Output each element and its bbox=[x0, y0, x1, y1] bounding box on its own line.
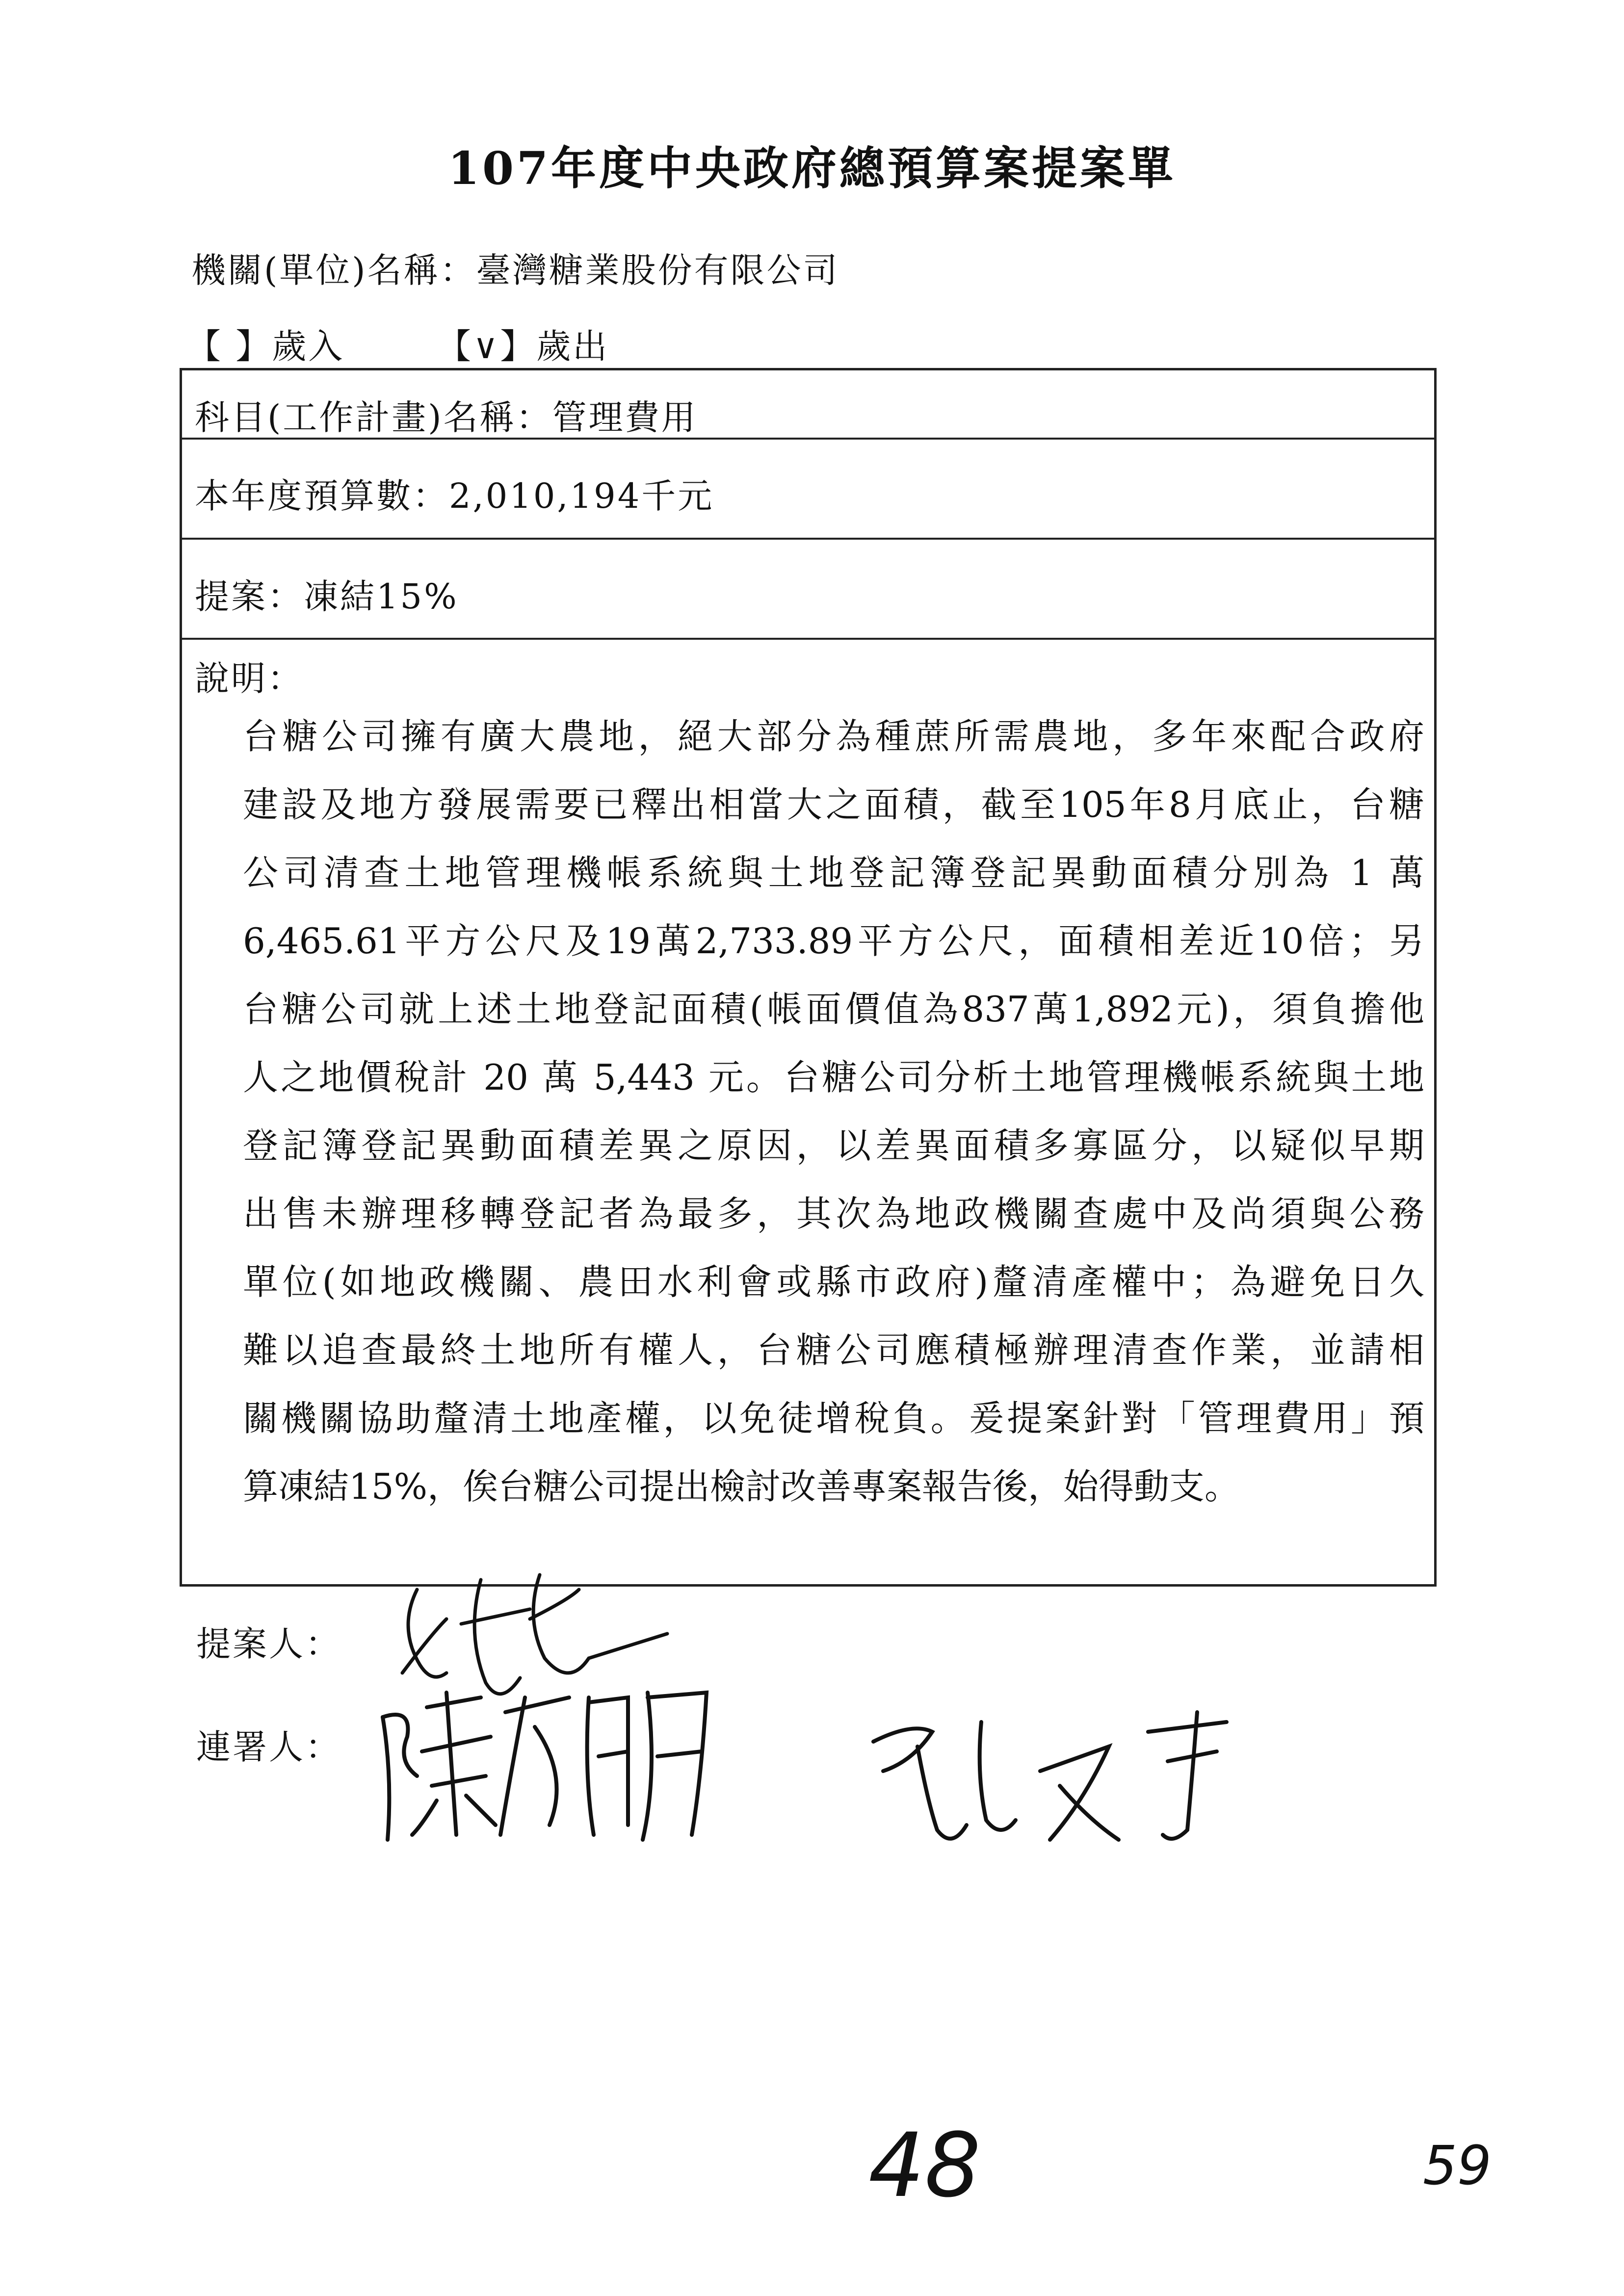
explanation-line: 台糖公司擁有廣大農地，絕大部分為種蔗所需農地，多年來配合政府 bbox=[243, 716, 1424, 757]
row-divider bbox=[182, 538, 1434, 540]
explanation-line: 公司清查土地管理機帳系統與土地登記簿登記異動面積分別為 1 萬 bbox=[243, 852, 1424, 893]
subject-row: 科目(工作計畫)名稱：管理費用 bbox=[195, 397, 698, 438]
explanation-line: 單位(如地政機關、農田水利會或縣市政府)釐清產權中；為避免日久 bbox=[243, 1261, 1424, 1303]
proposal-table bbox=[180, 368, 1437, 1587]
budget-row: 本年度預算數：2,010,194千元 bbox=[195, 476, 714, 516]
handwritten-corner-number: 59 bbox=[1423, 2134, 1492, 2197]
explanation-line: 出售未辦理移轉登記者為最多，其次為地政機關查處中及尚須與公務 bbox=[243, 1193, 1424, 1234]
cosigner-signature-1 bbox=[363, 1678, 736, 1854]
agency-name: 機關(單位)名稱：臺灣糖業股份有限公司 bbox=[191, 250, 839, 290]
document-title: 107年度中央政府總預算案提案單 bbox=[447, 142, 1177, 195]
explanation-line: 6,465.61平方公尺及19萬2,733.89平方公尺，面積相差近10倍；另 bbox=[243, 920, 1424, 962]
proposal-row: 提案：凍結15% bbox=[195, 576, 459, 617]
explanation-line: 人之地價稅計 20 萬 5,443 元。台糖公司分析土地管理機帳系統與土地 bbox=[243, 1057, 1424, 1098]
revenue-checkbox: 【 】歲入 bbox=[186, 326, 345, 366]
explanation-line: 算凍結15%，俟台糖公司提出檢討改善專案報告後，始得動支。 bbox=[243, 1466, 1240, 1507]
explanation-line: 難以追查最終土地所有權人，台糖公司應積極辦理清查作業，並請相 bbox=[243, 1330, 1424, 1371]
cosigner-label: 連署人： bbox=[196, 1727, 341, 1767]
explanation-line: 關機關協助釐清土地產權，以免徒增稅負。爰提案針對「管理費用」預 bbox=[243, 1398, 1424, 1439]
row-divider bbox=[182, 638, 1434, 640]
explanation-line: 登記簿登記異動面積差異之原因，以差異面積多寡區分，以疑似早期 bbox=[243, 1125, 1424, 1166]
explanation-label: 說明： bbox=[195, 658, 304, 699]
handwritten-page-number: 48 bbox=[868, 2114, 981, 2217]
explanation-line: 建設及地方發展需要已釋出相當大之面積，截至105年8月底止，台糖 bbox=[243, 784, 1424, 825]
cosigner-signature-2 bbox=[854, 1702, 1256, 1859]
explanation-line: 台糖公司就上述土地登記面積(帳面價值為837萬1,892元)，須負擔他 bbox=[243, 989, 1424, 1030]
expenditure-checkbox: 【∨】歲出 bbox=[437, 326, 609, 366]
proposer-label: 提案人： bbox=[196, 1624, 341, 1664]
